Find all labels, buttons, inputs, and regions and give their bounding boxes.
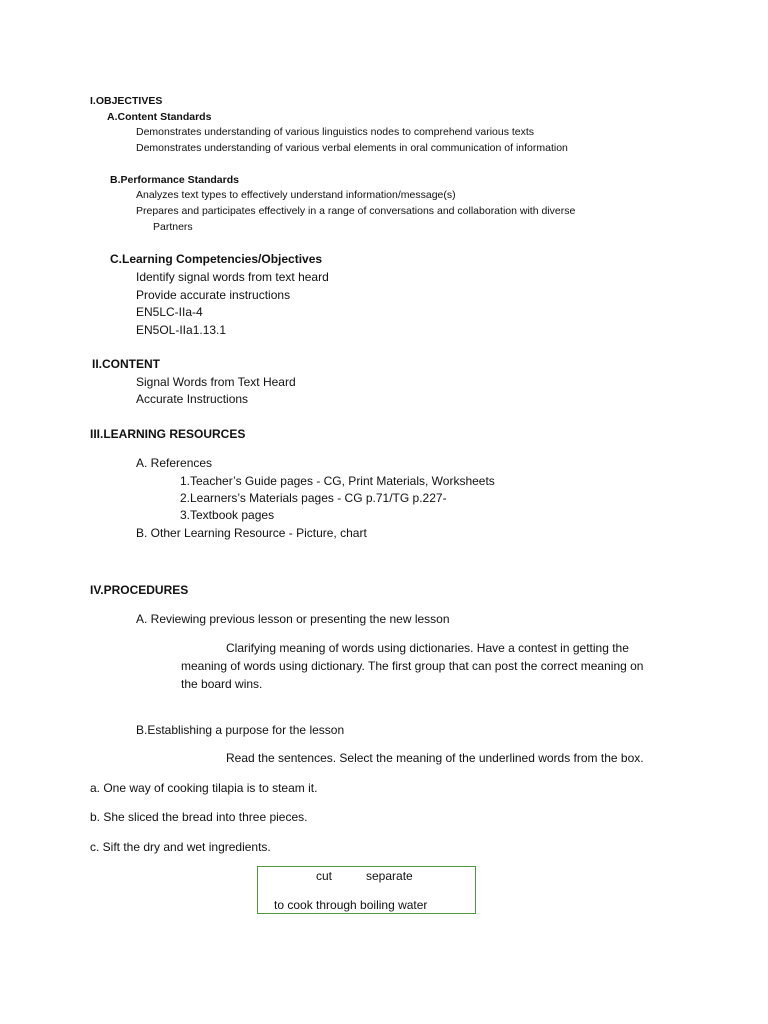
procedure-b-instruction: Read the sentences. Select the meaning of the underlined words from the box.: [226, 751, 644, 765]
procedures-heading: IV.PROCEDURES: [90, 583, 189, 597]
content-item: Accurate Instructions: [136, 392, 249, 406]
competencies-heading: C.Learning Competencies/Objectives: [110, 252, 323, 266]
procedure-a-line: Clarifying meaning of words using dictionaries. Have a contest in getting the: [226, 641, 629, 655]
sentence-item: a. One way of cooking tilapia is to steam it.: [90, 781, 318, 795]
procedure-a-line: meaning of words using dictionary. The first group that can post the correct meaning on: [181, 659, 644, 673]
competency-item: Identify signal words from text heard: [136, 270, 329, 284]
procedure-a-line: the board wins.: [181, 677, 263, 691]
content-heading: II.CONTENT: [92, 357, 160, 371]
performance-standards-heading: B.Performance Standards: [110, 174, 239, 186]
content-standard-item: Demonstrates understanding of various verbal elements in oral communication of information: [136, 142, 568, 154]
procedure-b-heading: B.Establishing a purpose for the lesson: [136, 723, 345, 737]
objectives-heading: I.OBJECTIVES: [90, 95, 163, 107]
word-box-word: cut: [316, 869, 333, 883]
competency-item: Provide accurate instructions: [136, 288, 291, 302]
reference-item: 3.Textbook pages: [180, 508, 275, 522]
word-box-definition: to cook through boiling water: [274, 898, 428, 912]
sentence-item: c. Sift the dry and wet ingredients.: [90, 840, 271, 854]
reference-item: 2.Learners’s Materials pages - CG p.71/TG p.227-: [180, 491, 447, 505]
procedure-a-heading: A. Reviewing previous lesson or presenting the new lesson: [136, 612, 450, 626]
content-standards-heading: A.Content Standards: [107, 111, 212, 123]
reference-item: 1.Teacher’s Guide pages - CG, Print Materials, Worksheets: [180, 474, 495, 488]
performance-standard-item: Partners: [153, 221, 193, 233]
other-resource: B. Other Learning Resource - Picture, chart: [136, 526, 367, 540]
competency-item: EN5OL-IIa1.13.1: [136, 323, 227, 337]
word-box-word: separate: [366, 869, 413, 883]
performance-standard-item: Analyzes text types to effectively understand information/message(s): [136, 189, 456, 201]
content-standard-item: Demonstrates understanding of various linguistics nodes to comprehend various texts: [136, 126, 535, 138]
competency-item: EN5LC-IIa-4: [136, 305, 203, 319]
resources-heading: III.LEARNING RESOURCES: [90, 427, 246, 441]
content-item: Signal Words from Text Heard: [136, 375, 296, 389]
performance-standard-item: Prepares and participates effectively in a range of conversations and collaboration with diverse: [136, 205, 576, 217]
references-heading: A. References: [136, 456, 213, 470]
sentence-item: b. She sliced the bread into three pieces.: [90, 810, 308, 824]
